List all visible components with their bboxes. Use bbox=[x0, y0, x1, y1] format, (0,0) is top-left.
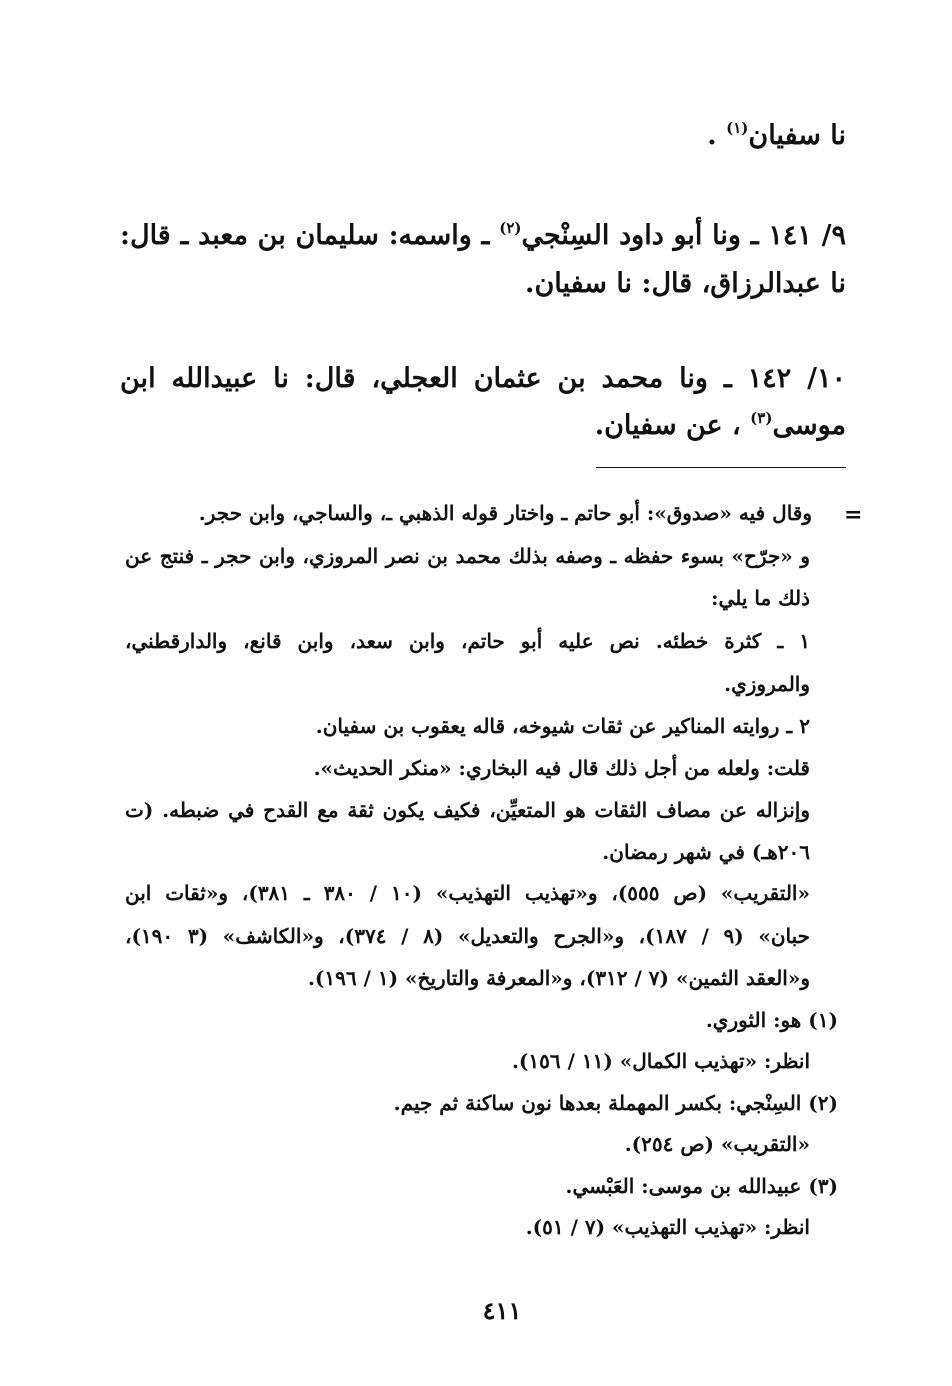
note-cont-line-2: و «جرّح» بسوء حفظه ـ وصفه بذلك محمد بن نصر المروزي، وابن حجر ـ فنتج عن bbox=[125, 544, 810, 568]
footnote-2-ref: «التقريب» (ص ٢٥٤). bbox=[624, 1132, 810, 1156]
narration-10-line-1: ١٠/ ١٤٢ ـ ونا محمد بن عثمان العجلي، قال: نا عبيدالله ابن bbox=[120, 363, 846, 394]
narration-9-line-1: ٩/ ١٤١ ـ ونا أبو داود السِنْجي$^{(٢)}$ ـ واسمه: سليمان بن معبد ـ قال: bbox=[120, 219, 846, 251]
note-cont-line-6: ٢ ـ روايته المناكير عن ثقات شيوخه، قاله يعقوب بن سفيان. bbox=[315, 714, 810, 738]
note-cont-line-10: «التقريب» (ص ٥٥٥)، و«تهذيب التهذيب» (١٠ / ٣٨٠ ـ ٣٨١)، و«ثقات ابن bbox=[125, 881, 810, 905]
footnote-1-ref: انظر: «تهذيب الكمال» (١١ / ١٥٦). bbox=[511, 1049, 810, 1073]
footnote-3: (٣) عبيدالله بن موسى: العَبْسي. bbox=[565, 1174, 838, 1198]
footnote-separator bbox=[596, 467, 846, 468]
footnote-2: (٢) السِنْجي: بكسر المهملة بعدها نون ساكنة ثم جيم. bbox=[393, 1091, 838, 1115]
note-cont-line-3: ذلك ما يلي: bbox=[711, 586, 810, 610]
footnote-1: (١) هو: الثوري. bbox=[705, 1008, 838, 1032]
footnote-3-ref: انظر: «تهذيب التهذيب» (٧ / ٥١). bbox=[525, 1215, 810, 1239]
note-cont-line-8: وإنزاله عن مصاف الثقات هو المتعيِّن، فكيف يكون ثقة مع القدح في ضبطه. (ت bbox=[125, 798, 810, 822]
text-line-1: نا سفيان$^{(١)}$ . bbox=[707, 119, 846, 151]
note-cont-line-12: و«العقد الثمين» (٧ / ٣١٢)، و«المعرفة والتاريخ» (١ / ١٩٦). bbox=[307, 966, 810, 990]
footnote-ref-1: (١) bbox=[726, 119, 749, 137]
note-cont-line-5: والمروزي. bbox=[724, 672, 810, 696]
note-cont-line-7: قلت: ولعله من أجل ذلك قال فيه البخاري: «منكر الحديث». bbox=[313, 756, 810, 780]
footnote-ref-3: (٣) bbox=[750, 409, 773, 427]
note-cont-line-1: وقال فيه «صدوق»: أبو حاتم ـ واختار قوله الذهبي ـ، والساجي، وابن حجر. bbox=[198, 501, 812, 525]
note-cont-line-4: ١ ـ كثرة خطئه. نص عليه أبو حاتم، وابن سعد، وابن قانع، والدارقطني، bbox=[125, 629, 810, 653]
narration-9-line-2: نا عبدالرزاق، قال: نا سفيان. bbox=[525, 268, 846, 299]
note-cont-line-9: ٢٠٦هـ) في شهر رمضان. bbox=[602, 840, 810, 864]
narration-10-line-2: موسى$^{(٣)}$ ، عن سفيان. bbox=[594, 409, 846, 441]
footnote-ref-2: (٢) bbox=[499, 219, 522, 237]
page-number: ٤١١ bbox=[482, 1296, 522, 1325]
note-cont-line-11: حبان» (٩ / ١٨٧)، و«الجرح والتعديل» (٨ / ٣٧٤)، و«الكاشف» (٣ ١٩٠)، bbox=[125, 924, 811, 948]
continuation-mark: = bbox=[844, 502, 863, 528]
